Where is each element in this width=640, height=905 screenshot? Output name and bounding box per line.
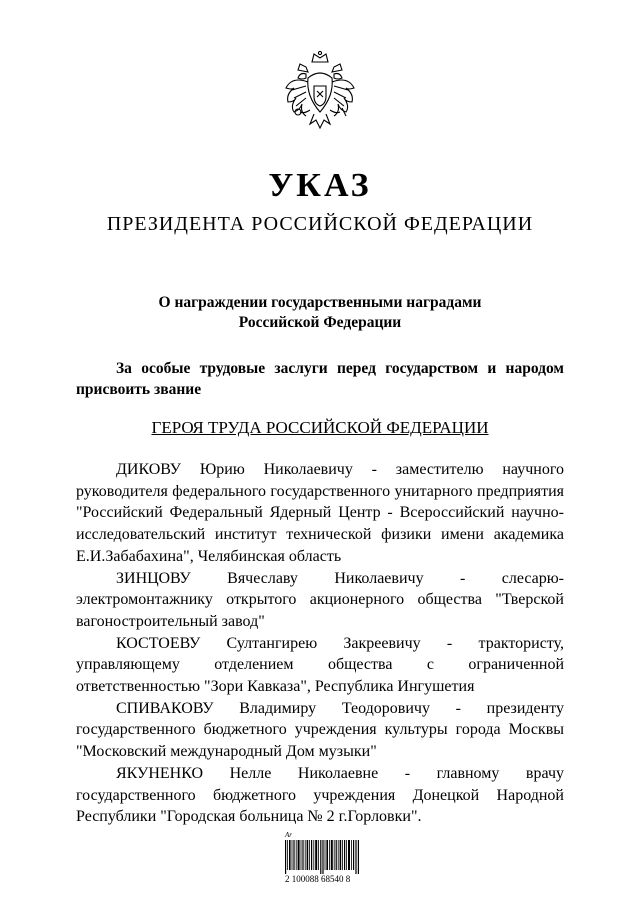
document-subtitle: ПРЕЗИДЕНТА РОССИЙСКОЙ ФЕДЕРАЦИИ [106, 213, 534, 235]
barcode-number: 2 100088 68540 8 [285, 874, 351, 884]
award-title: ГЕРОЯ ТРУДА РОССИЙСКОЙ ФЕДЕРАЦИИ [151, 418, 489, 437]
recipient-entry: ЗИНЦОВУ Вячеславу Николаевичу - слесарю-электромонтажнику открытого акционерного общества "Тверской вагоностроительный завод" [76, 569, 564, 630]
preamble: За особые трудовые заслуги перед государством и народом присвоить звание [76, 360, 564, 398]
document-topic [0, 293, 640, 333]
recipient-entry: ДИКОВУ Юрию Николаевичу - заместителю научного руководителя федерального государственного унитарного предприятия "Российский Федеральный Ядерный Центр - Всероссийский научно-исследовательский институт технической физики имени академика Е.И.Забабахина", Челябинская область [76, 461, 564, 565]
document-title: УКАЗ [268, 167, 372, 204]
recipient-entry: ЯКУНЕНКО Нелле Николаевне - главному врачу государственного бюджетного учреждения Донецкой Народной Республики "Городская больница № 2 г.Горловки". [76, 764, 564, 826]
footer-stamp [285, 831, 359, 887]
topic-line-1: О награждении государственными наградами [158, 294, 482, 311]
recipient-list [76, 459, 564, 828]
recipient-entry: СПИВАКОВУ Владимиру Теодоровичу - президенту государственного бюджетного учреждения культуры города Москвы "Московский международный Дом музыки" [76, 699, 564, 761]
topic-line-2: Российской Федерации [238, 314, 402, 331]
barcode-icon [285, 840, 359, 874]
initials: Ar [285, 831, 292, 839]
coat-of-arms-icon [276, 50, 364, 148]
recipient-entry: КОСТОЕВУ Султангирею Закреевичу - трактористу, управляющему отделением общества с ограниченной ответственностью "Зори Кавказа", Республика Ингушетия [76, 634, 564, 696]
